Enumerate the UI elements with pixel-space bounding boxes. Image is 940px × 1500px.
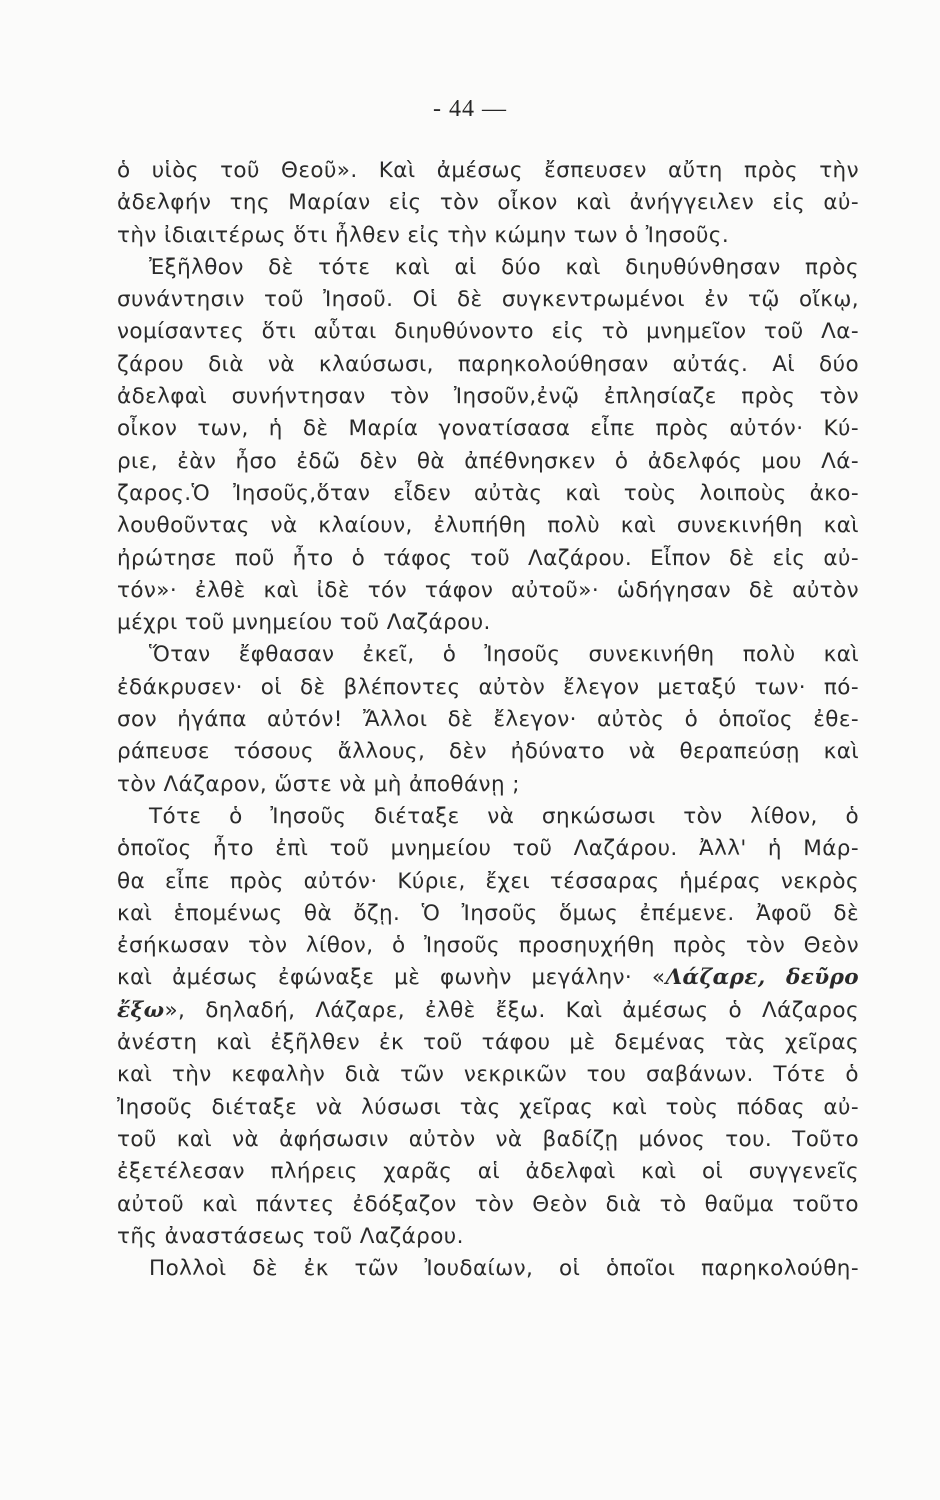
line-text: καὶ ἀμέσως ἐφώναξε μὲ φωνὴν μεγάλην· « <box>117 965 666 991</box>
body-text <box>117 155 859 1285</box>
line-text: ριε, ἐὰν ἦσο ἐδῶ δὲν θὰ ἀπέθνησκεν ὁ ἀδελφός μου Λά- <box>117 448 859 474</box>
text-line <box>117 704 859 736</box>
line-text: θα εἶπε πρὸς αὐτόν· Κύριε, ἔχει τέσσαρας ἡμέρας νεκρὸς <box>117 868 859 894</box>
text-line <box>117 1027 859 1059</box>
text-line <box>117 187 859 219</box>
text-line <box>117 639 859 671</box>
bold-italic-quote: ἔξω <box>117 997 165 1023</box>
line-text: νομίσαντες ὅτι αὗται διηυθύνοντο εἰς τὸ μνημεῖον τοῦ Λα- <box>117 319 859 345</box>
text-line <box>117 284 859 316</box>
text-line <box>117 1189 859 1221</box>
text-line <box>117 1124 859 1156</box>
text-line <box>117 672 859 704</box>
bold-italic-quote: Λάζαρε, δεῦρο <box>665 965 860 991</box>
text-line <box>117 930 859 962</box>
text-line <box>117 446 859 478</box>
line-text: αὐτοῦ καὶ πάντες ἐδόξαζον τὸν Θεὸν διὰ τὸ θαῦμα τοῦτο <box>117 1191 859 1217</box>
text-line <box>117 1156 859 1188</box>
text-line <box>117 769 859 801</box>
text-line <box>117 833 859 865</box>
line-text: ἐξετέλεσαν πλήρεις χαρᾶς αἱ ἀδελφαὶ καὶ οἱ συγγενεῖς <box>117 1159 859 1185</box>
line-text: καὶ τὴν κεφαλὴν διὰ τῶν νεκρικῶν του σαβάνων. Τότε ὁ <box>117 1062 859 1088</box>
text-line <box>117 155 859 187</box>
line-text: ζάρου διὰ νὰ κλαύσωσι, παρηκολούθησαν αὐτάς. Αἱ δύο <box>117 351 859 377</box>
text-line <box>117 801 859 833</box>
line-text: τὴν ἰδιαιτέρως ὅτι ἦλθεν εἰς τὴν κώμην των ὁ Ἰησοῦς. <box>117 222 730 248</box>
line-text: ζαρος.Ὁ Ἰησοῦς,ὅταν εἶδεν αὐτὰς καὶ τοὺς λοιποὺς ἀκο- <box>117 480 859 506</box>
line-text: », δηλαδή, Λάζαρε, ἐλθὲ ἔξω. Καὶ ἀμέσως ὁ Λάζαρος <box>164 997 859 1023</box>
text-line <box>117 995 859 1027</box>
text-line <box>117 1253 859 1285</box>
line-text: ἀδελφήν της Μαρίαν εἰς τὸν οἶκον καὶ ἀνήγγειλεν εἰς αὐ- <box>117 190 859 216</box>
line-text: ἀδελφαὶ συνήντησαν τὸν Ἰησοῦν,ἐνῷ ἐπλησίαζε πρὸς τὸν <box>117 384 859 410</box>
text-line <box>117 252 859 284</box>
line-text: Ἰησοῦς διέταξε νὰ λύσωσι τὰς χεῖρας καὶ τοὺς πόδας αὐ- <box>117 1094 859 1120</box>
line-text: ράπευσε τόσους ἄλλους, δὲν ἠδύνατο νὰ θεραπεύσῃ καὶ <box>117 739 859 765</box>
line-text: Τότε ὁ Ἰησοῦς διέταξε νὰ σηκώσωσι τὸν λίθον, ὁ <box>149 803 859 829</box>
line-text: ὁ υἱὸς τοῦ Θεοῦ». Καὶ ἀμέσως ἔσπευσεν αὔτη πρὸς τὴν <box>117 158 859 183</box>
line-text: Ἐξῆλθον δὲ τότε καὶ αἱ δύο καὶ διηυθύνθησαν πρὸς <box>149 254 859 280</box>
text-line <box>117 510 859 542</box>
line-text: μέχρι τοῦ μνημείου τοῦ Λαζάρου. <box>117 610 491 636</box>
line-text: τὸν Λάζαρον, ὥστε νὰ μὴ ἀποθάνῃ ; <box>117 771 520 797</box>
line-text: τόν»· ἐλθὲ καὶ ἰδὲ τόν τάφον αὐτοῦ»· ὡδήγησαν δὲ αὐτὸν <box>117 577 859 603</box>
line-text: Πολλοὶ δὲ ἐκ τῶν Ἰουδαίων, οἱ ὁποῖοι παρηκολούθη- <box>149 1256 859 1282</box>
text-line <box>117 898 859 930</box>
text-line <box>117 381 859 413</box>
text-line <box>117 1059 859 1091</box>
text-line <box>117 413 859 445</box>
line-text: ἐσήκωσαν τὸν λίθον, ὁ Ἰησοῦς προσηυχήθη πρὸς τὸν Θεὸν <box>117 933 859 959</box>
text-line <box>117 478 859 510</box>
text-line <box>117 316 859 348</box>
text-line <box>117 962 859 994</box>
line-text: ὁποῖος ἦτο ἐπὶ τοῦ μνημείου τοῦ Λαζάρου. Ἀλλ' ἡ Μάρ- <box>117 836 859 862</box>
line-text: τῆς ἀναστάσεως τοῦ Λαζάρου. <box>117 1223 464 1249</box>
text-line <box>117 736 859 768</box>
text-line <box>117 1092 859 1124</box>
line-text: οἶκον των, ἡ δὲ Μαρία γονατίσασα εἶπε πρὸς αὐτόν· Κύ- <box>117 416 859 442</box>
line-text: ἀνέστη καὶ ἐξῆλθεν ἐκ τοῦ τάφου μὲ δεμένας τὰς χεῖρας <box>117 1030 859 1056</box>
line-text: σον ἠγάπα αὐτόν! Ἄλλοι δὲ ἔλεγον· αὐτὸς ὁ ὁποῖος ἐθε- <box>117 707 859 733</box>
line-text: καὶ ἑπομένως θὰ ὄζῃ. Ὁ Ἰησοῦς ὅμως ἐπέμενε. Ἀφοῦ δὲ <box>117 900 859 926</box>
line-text: τοῦ καὶ νὰ ἀφήσωσιν αὐτὸν νὰ βαδίζῃ μόνος του. Τοῦτο <box>117 1126 859 1152</box>
line-text: λουθοῦντας νὰ κλαίουν, ἐλυπήθη πολὺ καὶ συνεκινήθη καὶ <box>117 513 859 539</box>
line-text: ἐδάκρυσεν· οἱ δὲ βλέποντες αὐτὸν ἔλεγον μεταξύ των· πό- <box>117 674 859 700</box>
line-text: συνάντησιν τοῦ Ἰησοῦ. Οἱ δὲ συγκεντρωμένοι ἐν τῷ οἴκῳ, <box>117 287 859 313</box>
line-text: Ὅταν ἔφθασαν ἐκεῖ, ὁ Ἰησοῦς συνεκινήθη πολὺ καὶ <box>149 642 859 668</box>
text-line <box>117 220 859 252</box>
text-line <box>117 1221 859 1253</box>
text-line <box>117 575 859 607</box>
text-line <box>117 543 859 575</box>
text-line <box>117 866 859 898</box>
text-line <box>117 349 859 381</box>
text-line <box>117 607 859 639</box>
line-text: ἠρώτησε ποῦ ἦτο ὁ τάφος τοῦ Λαζάρου. Εἶπον δὲ εἰς αὐ- <box>117 545 859 571</box>
page-number: - 44 — <box>433 96 507 122</box>
